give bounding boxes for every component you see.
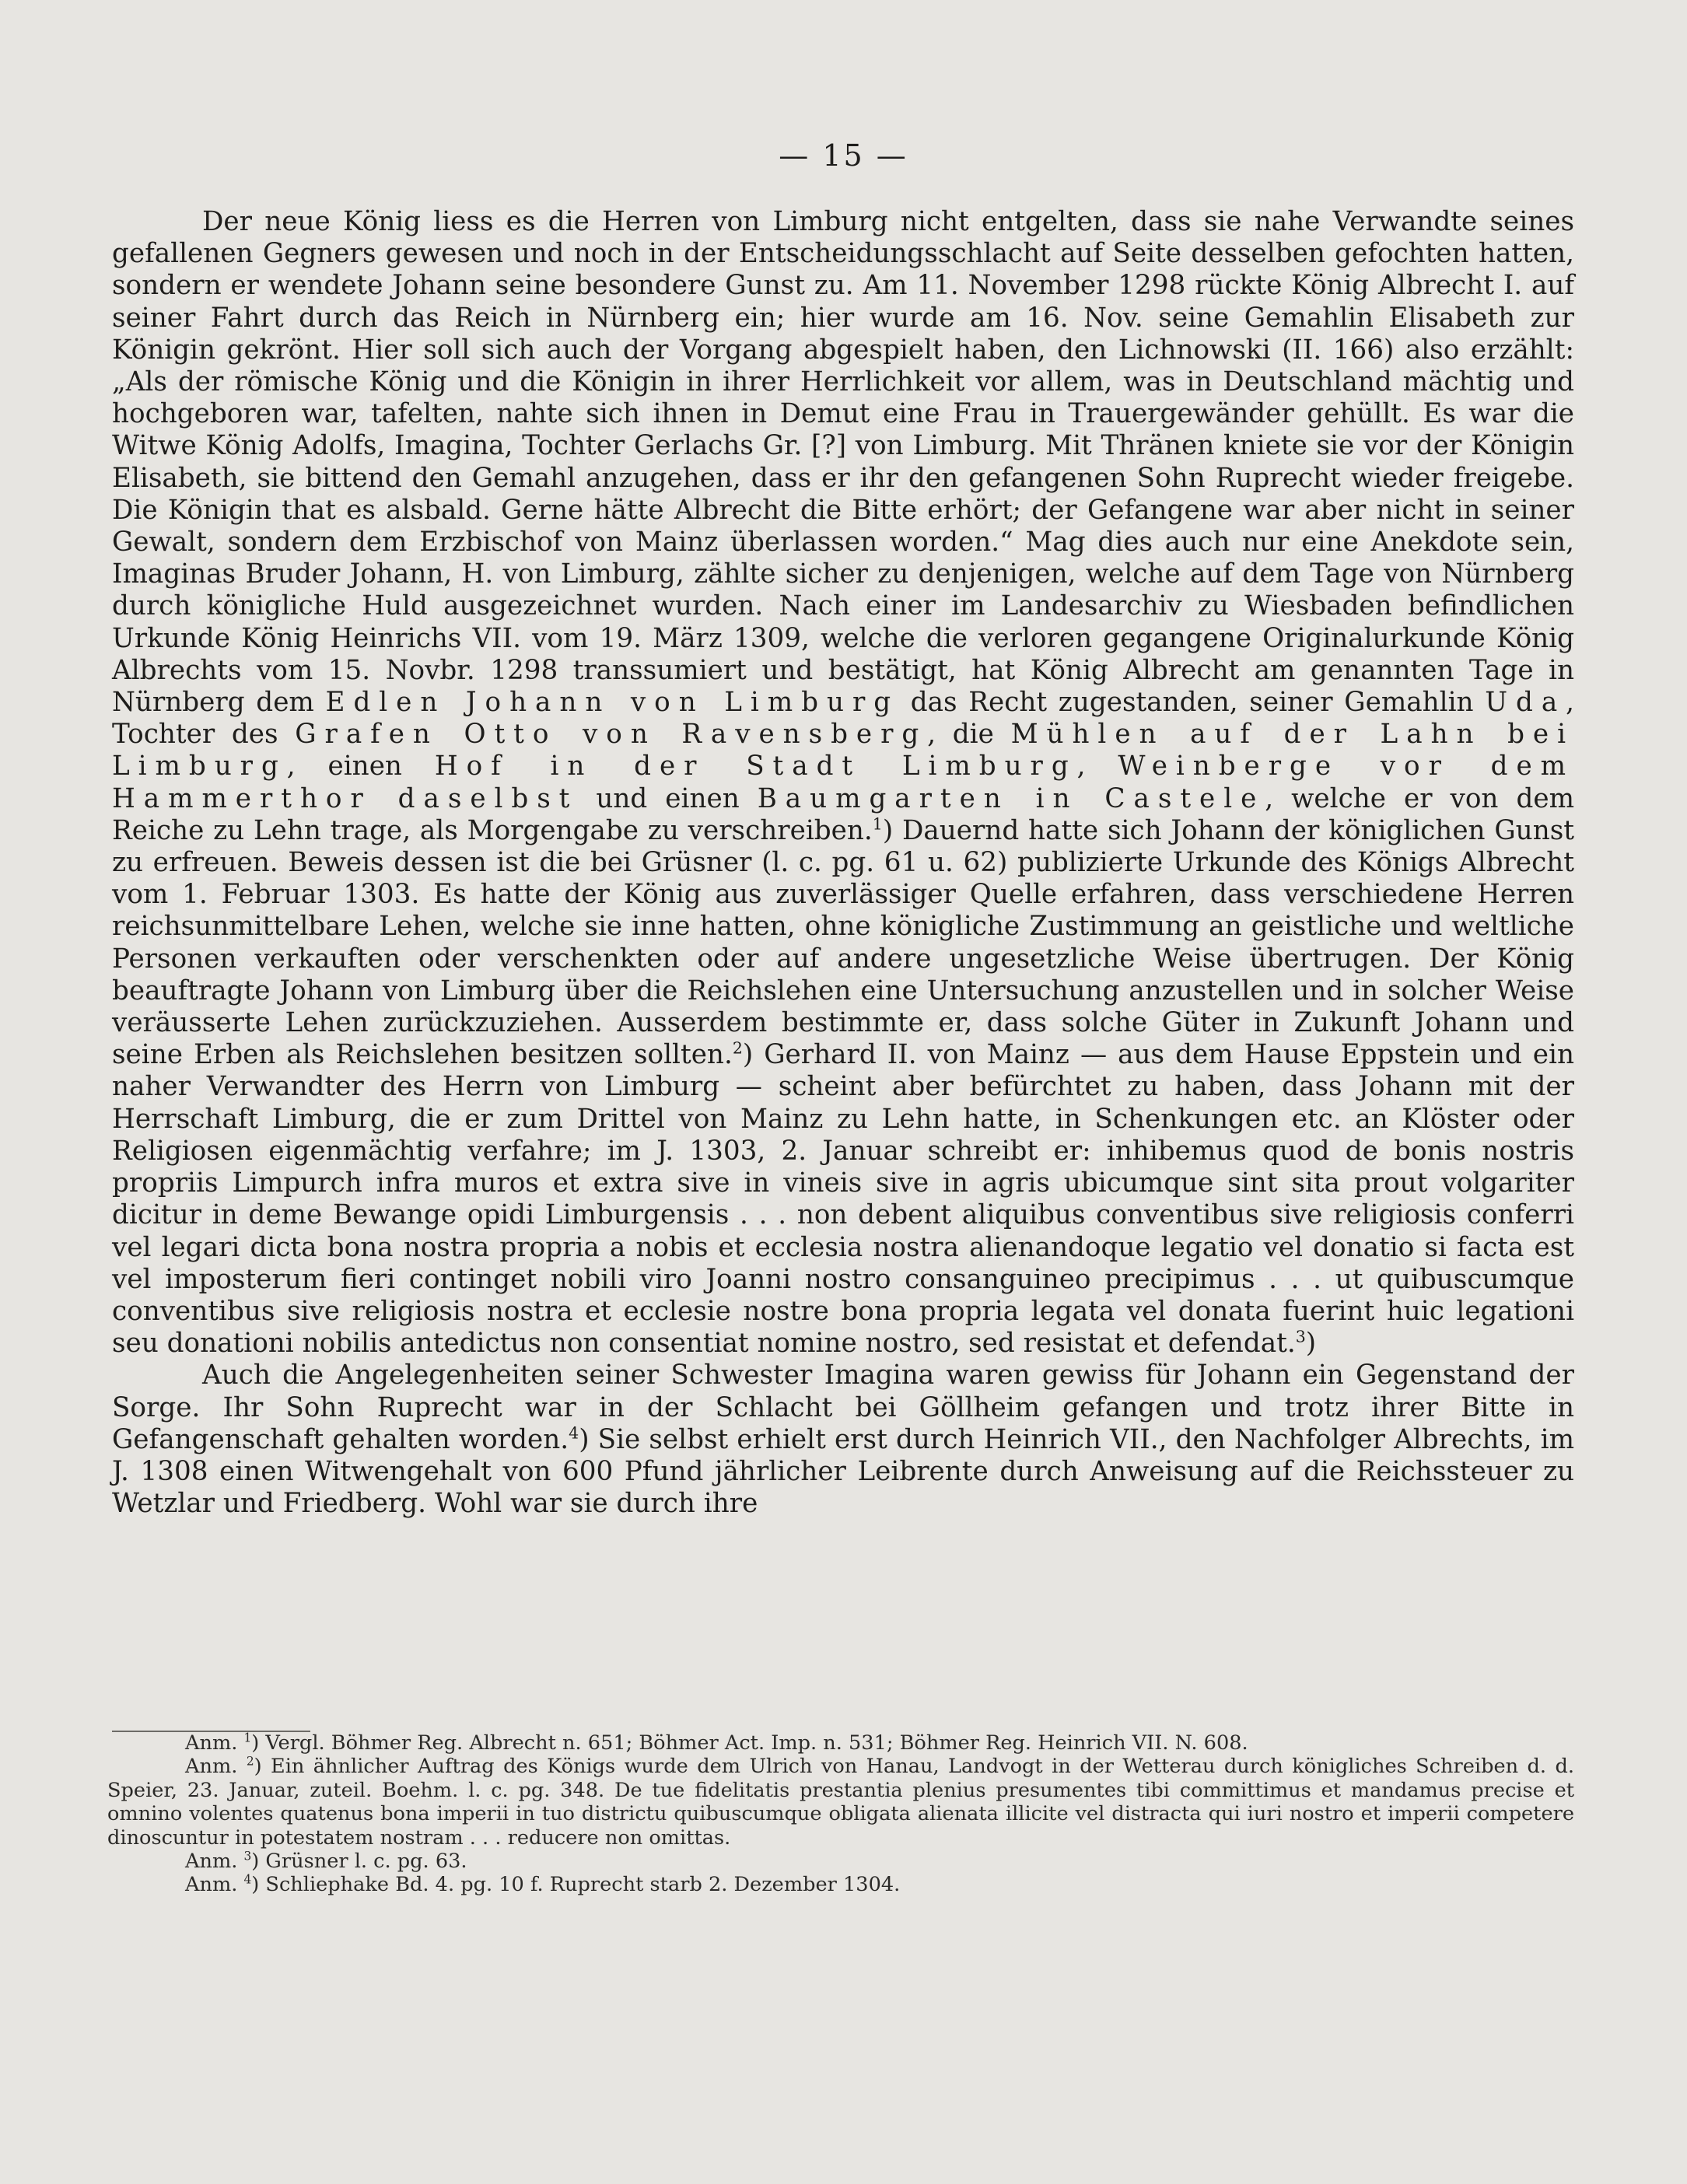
footnote-text: ) Ein ähnlicher Auftrag des Königs wurde dem Ulrich von Hanau, Landvogt in der Wetterau durch königliches Schreiben d. d. Speier, 23. Januar, zuteil. Boehm. l. c. pg. 348. De tue fidelitatis prestantia plenius presumentes tibi committimus et mandamus precise et omnino volentes quatenus bona imperii in tuo districtu quibuscumque obligata alienata illicite vel distracta qui iuri nostro et imperii competere dinoscuntur in potestatem nostram . . . reducere non omittas.: [107, 1755, 1574, 1850]
footnote-number: 1: [243, 1731, 252, 1745]
footnote-ref: 3: [1295, 1327, 1306, 1346]
paragraph-1: [112, 206, 1574, 1360]
text-segment: Auch die Angelegenheiten seiner Schwester Imagina waren gewiss für Johann ein Gegenstand der Sorge. Ihr Sohn Ruprecht war in der Schlacht bei Göllheim gefangen und trotz ihrer Bitte in Gefangenschaft gehalten worden.: [112, 1360, 1574, 1455]
spaced-name: Weinberge vor dem Hammerthor daselbst: [112, 751, 1575, 814]
footnotes: [107, 1731, 1574, 1897]
main-text: [112, 206, 1574, 1520]
spaced-name: Hof in der Stadt Limburg: [434, 751, 1077, 782]
text-segment: ) Dauernd hatte sich Johann der königlichen Gunst zu erfreuen. Beweis dessen ist die bei Grüsner (l. c. pg. 61 u. 62) publizierte Urkunde des Königs Albrecht vom 1. Februar 1303. Es hatte der König aus zuverlässiger Quelle erfahren, dass verschiedene Herren reichsunmittelbare Lehen, welche sie inne hatten, ohne königliche Zustimmung an geistliche und weltliche Personen verkauften oder verschenkten oder auf andere ungesetzliche Weise übertrugen. Der König beauftragte Johann von Limburg über die Reichslehen eine Untersuchung anzustellen und in solcher Weise veräusserte Lehen zurückzuziehen. Ausserdem bestimmte er, dass solche Güter in Zukunft Johann und seine Erben als Reichslehen besitzen sollten.: [112, 814, 1574, 1071]
spaced-name: Mühlen auf der Lahn bei Limburg: [112, 719, 1574, 782]
footnote-label: Anm.: [185, 1850, 238, 1874]
spaced-name: Edlen Johann von Limburg: [325, 687, 900, 719]
text-segment: , Tochter des: [112, 687, 1575, 751]
footnote-label: Anm.: [185, 1873, 238, 1897]
text-segment: ) Gerhard II. von Mainz — aus dem Hause Eppstein und ein naher Verwandter des Herrn von Limburg — scheint aber befürchtet zu haben, dass Johann mit der Herrschaft Limburg, die er zum Drittel von Mainz zu Lehn hatte, in Schenkungen etc. an Klöster oder Religiosen eigenmächtig verfahre; im J. 1303, 2. Januar schreibt er: inhibemus quod de bonis nostris propriis Limpurch infra muros et extra sive in vineis sive in agris ubicumque sint sita prout volgariter dicitur in deme Bewange opidi Limburgensis . . . non debent aliquibus conventibus sive religiosis conferri vel legari dicta bona nostra propria a nobis et ecclesia nostra alienandoque legatio vel donatio si facta est vel imposterum fieri continget nobili viro Joanni nostro consanguineo precipimus . . . ut quibuscumque conventibus sive religiosis nostra et ecclesie nostre bona propria legata vel donata fuerint huic legationi seu donationi nobilis antedictus non consentiat nomine nostro, sed resistat et defendat.: [112, 1039, 1574, 1360]
text-segment: das Recht zugestanden, seiner Gemahlin: [910, 687, 1474, 719]
text-segment: ,: [1076, 751, 1086, 782]
footnote-label: Anm.: [185, 1755, 238, 1779]
footnote-2: [107, 1755, 1574, 1850]
text-segment: ): [1305, 1328, 1317, 1360]
footnote-ref: 4: [569, 1423, 579, 1443]
text-segment: , die: [927, 719, 994, 751]
footnote-text: ) Grüsner l. c. pg. 63.: [251, 1850, 467, 1874]
text-segment: Der neue König liess es die Herren von Limburg nicht entgelten, dass sie nahe Verwandte seines gefallenen Gegners gewesen und noch in der Entscheidungsschlacht auf Seite desselben gefochten hatten, sondern er wendete Johann seine besondere Gunst zu. Am 11. November 1298 rückte König Albrecht I. auf seiner Fahrt durch das Reich in Nürnberg ein; hier wurde am 16. Nov. seine Gemahlin Elisabeth zur Königin gekrönt. Hier soll sich auch der Vorgang abgespielt haben, den Lichnowski (II. 166) also erzählt: „Als der römische König und die Königin in ihrer Herrlichkeit vor allem, was in Deutschland mächtig und hochgeboren war, tafelten, nahte sich ihnen in Demut eine Frau in Trauergewänder gehüllt. Es war die Witwe König Adolfs, Imagina, Tochter Gerlachs Gr. [?] von Limburg. Mit Thränen kniete sie vor der Königin Elisabeth, sie bittend den Gemahl anzugehen, dass er ihr den gefangenen Sohn Ruprecht wieder freigebe. Die Königin that es alsbald. Gerne hätte Albrecht die Bitte erhört; der Gefangene war aber nicht in seiner Gewalt, sondern dem Erzbischof von Mainz überlassen worden.“ Mag dies auch nur eine Anekdote sein, Imaginas Bruder Johann, H. von Limburg, zählte sicher zu denjenigen, welche auf dem Tage von Nürnberg durch königliche Huld ausgezeichnet wurden. Nach einer im Landesarchiv zu Wiesbaden befindlichen Urkunde König Heinrichs VII. vom 19. März 1309, welche die verloren gegangene Originalurkunde König Albrechts vom 15. Novbr. 1298 transsumiert und bestätigt, hat König Albrecht am genannten Tage in Nürnberg dem: [112, 206, 1574, 719]
footnote-ref: 2: [732, 1038, 743, 1058]
page-number: — 15 —: [779, 138, 908, 173]
paragraph-2: [112, 1360, 1574, 1520]
text-segment: , welche er von dem Reiche zu Lehn trage, als Morgengabe zu verschreiben.: [112, 782, 1574, 846]
footnote-number: 4: [243, 1872, 252, 1887]
footnote-ref: 1: [872, 814, 883, 834]
spaced-name: Grafen Otto von Ravensberg: [295, 719, 928, 751]
footnote-number: 2: [246, 1754, 254, 1769]
text-segment: ) Sie selbst erhielt erst durch Heinrich VII., den Nachfolger Albrechts, im J. 1308 einen Witwengehalt von 600 Pfund jährlicher Leibrente durch Anweisung auf die Reichssteuer zu Wetzlar und Friedberg. Wohl war sie durch ihre: [112, 1423, 1574, 1520]
text-segment: , einen: [286, 751, 402, 782]
footnote-1: [107, 1731, 1574, 1755]
spaced-name: Uda: [1485, 687, 1566, 719]
footnote-4: [107, 1873, 1574, 1896]
footnote-number: 3: [243, 1849, 252, 1864]
footnote-text: ) Vergl. Böhmer Reg. Albrecht n. 651; Böhmer Act. Imp. n. 531; Böhmer Reg. Heinrich VII. N. 608.: [251, 1731, 1248, 1755]
text-segment: und einen: [596, 782, 740, 814]
footnote-label: Anm.: [185, 1731, 238, 1755]
footnote-3: [107, 1850, 1574, 1873]
footnote-text: ) Schliephake Bd. 4. pg. 10 f. Ruprecht starb 2. Dezember 1304.: [251, 1873, 901, 1897]
spaced-name: Baumgarten in Castele: [757, 782, 1265, 814]
